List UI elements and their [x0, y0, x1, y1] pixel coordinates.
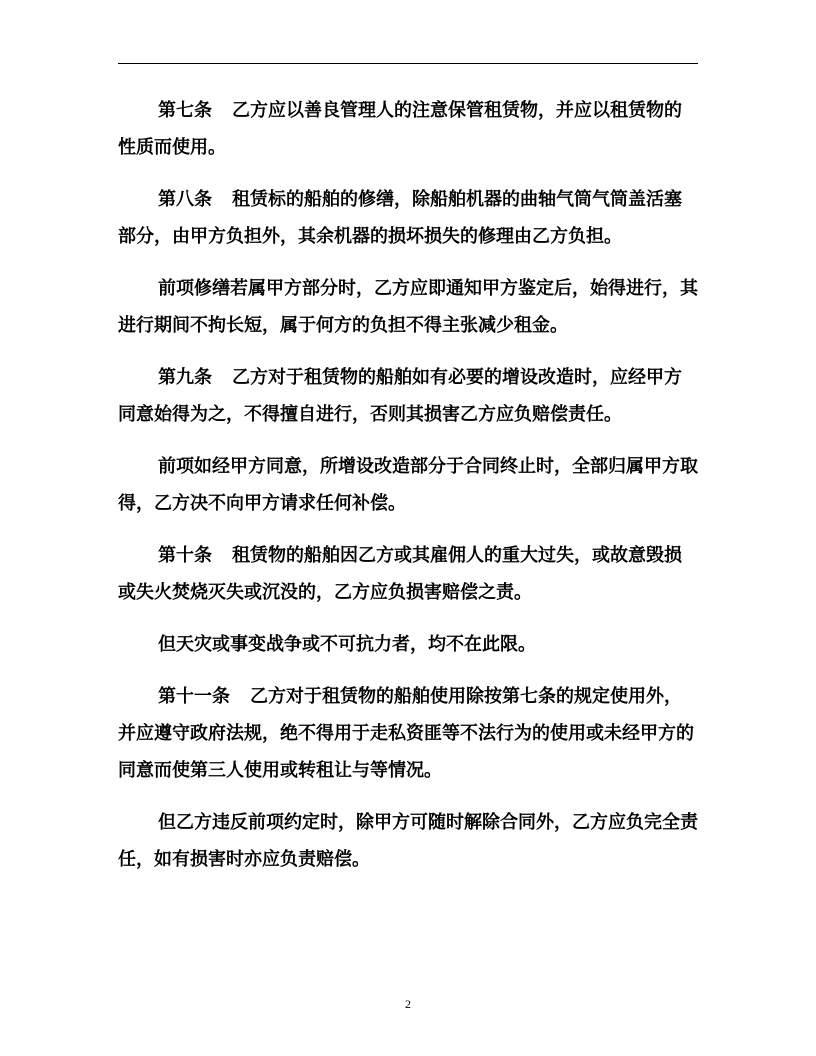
paragraph-text: 前项如经甲方同意，所增设改造部分于合同终止时，全部归属甲方取得，乙方决不向甲方请求任何补偿。: [118, 456, 698, 514]
paragraph-text: 乙方应以善良管理人的注意保管租赁物，并应以租赁物的性质而使用。: [118, 100, 682, 158]
paragraph-text: 租赁物的船舶因乙方或其雇佣人的重大过失，或故意毁损或失火焚烧灭失或沉没的，乙方应负损害赔偿之责。: [118, 545, 682, 603]
paragraph-article-9-clause: [118, 448, 698, 522]
paragraph-text: 乙方对于租赁物的船舶使用除按第七条的规定使用外，并应遵守政府法规，绝不得用于走私资匪等不法行为的使用或未经甲方的同意而使第三人使用或转租让与等情况。: [118, 686, 694, 781]
paragraph-article-7: [118, 92, 698, 166]
paragraph-text: 但天灾或事变战争或不可抗力者，均不在此限。: [158, 634, 536, 655]
paragraph-article-9: [118, 359, 698, 433]
article-label: 第八条: [158, 189, 212, 210]
document-body: [118, 92, 698, 893]
paragraph-text: 前项修缮若属甲方部分时，乙方应即通知甲方鉴定后，始得进行，其进行期间不拘长短，属于何方的负担不得主张减少租金。: [118, 278, 698, 336]
paragraph-article-11: [118, 678, 698, 789]
article-label: 第十一条: [158, 686, 230, 707]
article-label: 第七条: [158, 100, 212, 121]
paragraph-article-10-clause: [118, 626, 698, 663]
header-rule: [118, 63, 698, 64]
paragraph-article-11-clause: [118, 804, 698, 878]
paragraph-article-8: [118, 181, 698, 255]
paragraph-text: 乙方对于租赁物的船舶如有必要的增设改造时，应经甲方同意始得为之，不得擅自进行，否则其损害乙方应负赔偿责任。: [118, 367, 682, 425]
paragraph-article-10: [118, 537, 698, 611]
page-number: 2: [405, 997, 411, 1011]
paragraph-text: 但乙方违反前项约定时，除甲方可随时解除合同外，乙方应负完全责任，如有损害时亦应负责赔偿。: [118, 812, 698, 870]
article-label: 第九条: [158, 367, 212, 388]
paragraph-article-8-clause: [118, 270, 698, 344]
paragraph-text: 租赁标的船舶的修缮，除船舶机器的曲轴气筒气筒盖活塞部分，由甲方负担外，其余机器的损坏损失的修理由乙方负担。: [118, 189, 682, 247]
article-label: 第十条: [158, 545, 212, 566]
